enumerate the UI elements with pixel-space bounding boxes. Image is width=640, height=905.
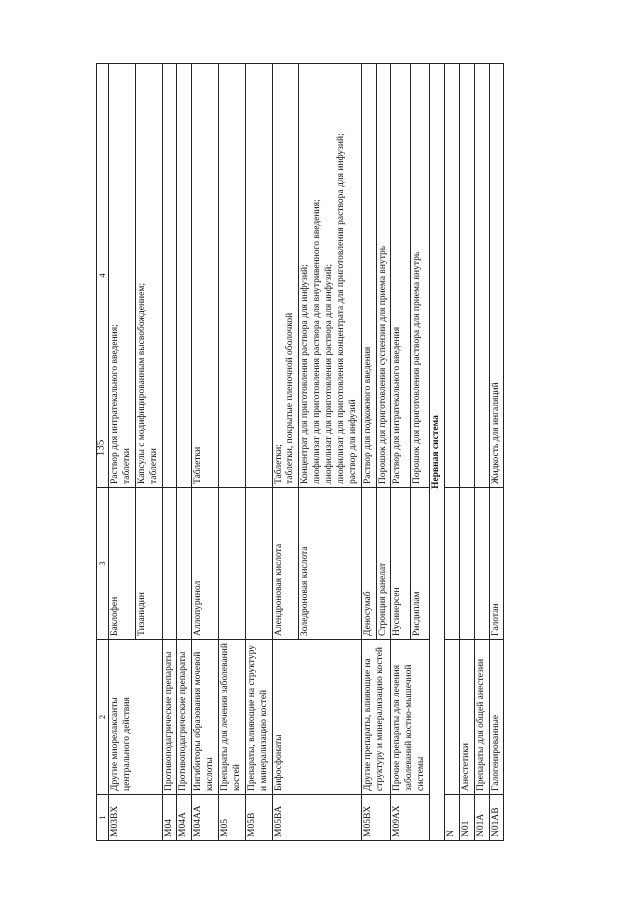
rotated-page xyxy=(96,64,640,841)
drug-name: Баклофен xyxy=(109,488,136,640)
dosage-forms xyxy=(361,64,376,488)
atc-group: Препараты, влияющие на структуру и минерализацию костей xyxy=(245,640,272,795)
drug-name: Золедроновая кислота xyxy=(299,488,361,640)
header-row xyxy=(97,64,109,841)
dosage-form: Раствор для интратекального введения xyxy=(392,326,403,484)
table-row xyxy=(489,64,504,841)
drug-name: Нусинерсен xyxy=(391,488,410,640)
dosage-forms xyxy=(135,64,162,488)
drug-name: Рисдиплам xyxy=(410,488,429,640)
drug-name: Галотан xyxy=(489,488,504,640)
atc-code: M05BX xyxy=(361,795,391,841)
table-row xyxy=(109,64,136,841)
table-row xyxy=(162,64,177,841)
atc-code: N01AB xyxy=(489,795,504,841)
table-row xyxy=(444,64,459,841)
atc-group: Другие миорелаксанты центрального действия xyxy=(109,640,163,795)
dosage-forms xyxy=(245,64,272,488)
drug-name xyxy=(245,488,272,640)
section-row xyxy=(430,64,445,841)
dosage-form: Жидкость для ингаляций xyxy=(490,382,501,484)
table-row xyxy=(391,64,410,841)
header-col-1: 1 xyxy=(97,795,109,841)
dosage-forms xyxy=(474,64,489,488)
drug-table xyxy=(96,63,504,841)
dosage-form: Раствор для интратекального введения; xyxy=(110,324,120,484)
section-title: Нервная система xyxy=(430,64,445,841)
drug-name xyxy=(459,488,474,640)
atc-group: Галогенированные xyxy=(489,640,504,795)
atc-code: M09AX xyxy=(391,795,430,841)
table-row xyxy=(177,64,192,841)
dosage-form: Таблетки xyxy=(193,446,204,484)
atc-group: Прочие препараты для лечения заболеваний костно-мышечной системы xyxy=(391,640,430,795)
header-col-4: 4 xyxy=(97,64,109,488)
dosage-forms xyxy=(162,64,177,488)
dosage-forms xyxy=(376,64,391,488)
atc-code: M03BX xyxy=(109,795,163,841)
atc-code: N01A xyxy=(474,795,489,841)
dosage-forms xyxy=(444,64,459,488)
dosage-form: раствор для инфузий xyxy=(347,399,358,484)
drug-name xyxy=(162,488,177,640)
drug-name xyxy=(444,488,459,640)
table-row xyxy=(474,64,489,841)
table-body xyxy=(109,64,504,841)
drug-name: Аллопуринол xyxy=(192,488,219,640)
table-row xyxy=(245,64,272,841)
drug-name: Алендроновая кислота xyxy=(272,488,299,640)
dosage-forms xyxy=(177,64,192,488)
atc-code: N xyxy=(444,795,459,841)
dosage-forms xyxy=(272,64,299,488)
drug-table-container xyxy=(96,64,640,841)
table-row xyxy=(192,64,219,841)
table-row xyxy=(219,64,246,841)
table-row xyxy=(361,64,376,841)
atc-code: M04 xyxy=(162,795,177,841)
atc-group: Препараты для общей анестезии xyxy=(474,640,489,795)
drug-name: Деносумаб xyxy=(361,488,376,640)
dosage-form: Таблетки; xyxy=(273,444,284,484)
dosage-form: Капсулы с модифицированным высвобождением; xyxy=(136,283,147,484)
dosage-forms xyxy=(459,64,474,488)
atc-code: M05BA xyxy=(272,795,361,841)
drug-name xyxy=(219,488,246,640)
atc-group: Противоподагрические препараты xyxy=(162,640,177,795)
dosage-forms xyxy=(109,64,136,488)
atc-group: Другие препараты, влияющие на структуру и минерализацию костей xyxy=(361,640,391,795)
dosage-form: Порошок для приготовления раствора для приема внутрь xyxy=(411,251,422,484)
header-col-2: 2 xyxy=(97,640,109,795)
dosage-form: Концентрат для приготовления раствора для инфузий; xyxy=(300,264,311,484)
dosage-forms xyxy=(219,64,246,488)
atc-group xyxy=(444,640,459,795)
header-col-3: 3 xyxy=(97,488,109,640)
drug-name: Тизанидин xyxy=(135,488,162,640)
dosage-forms xyxy=(192,64,219,488)
atc-code: M04A xyxy=(177,795,192,841)
dosage-form: таблетки xyxy=(121,448,132,484)
dosage-form: Порошок для приготовления суспензии для приема внутрь xyxy=(377,245,388,484)
dosage-form: таблетки xyxy=(148,448,159,484)
dosage-forms xyxy=(410,64,429,488)
dosage-form: Раствор для подкожного введения xyxy=(362,346,373,484)
dosage-forms xyxy=(299,64,361,488)
page-number: 135 xyxy=(94,439,107,457)
table-row xyxy=(272,64,299,841)
dosage-forms xyxy=(489,64,504,488)
atc-group: Ингибиторы образования мочевой кислоты xyxy=(192,640,219,795)
atc-code: M04AA xyxy=(192,795,219,841)
atc-code: M05B xyxy=(245,795,272,841)
dosage-form: лиофилизат для приготовления раствора для внутривенного введения; xyxy=(312,199,323,484)
drug-name xyxy=(177,488,192,640)
dosage-forms xyxy=(391,64,410,488)
dosage-form: лиофилизат для приготовления раствора для инфузий; xyxy=(324,264,334,484)
atc-code: N01 xyxy=(459,795,474,841)
dosage-form: лиофилизат для приготовления концентрата для приготовления раствора для инфузий; xyxy=(335,133,346,484)
drug-name xyxy=(474,488,489,640)
atc-group: Препараты для лечения заболеваний костей xyxy=(219,640,246,795)
atc-group: Анестетики xyxy=(459,640,474,795)
drug-name: Стронция ранелат xyxy=(376,488,391,640)
atc-group: Противоподагрические препараты xyxy=(177,640,192,795)
atc-group: Бифосфонаты xyxy=(272,640,361,795)
dosage-form: таблетки, покрытые пленочной оболочкой xyxy=(285,312,296,484)
atc-code: M05 xyxy=(219,795,246,841)
table-row xyxy=(459,64,474,841)
